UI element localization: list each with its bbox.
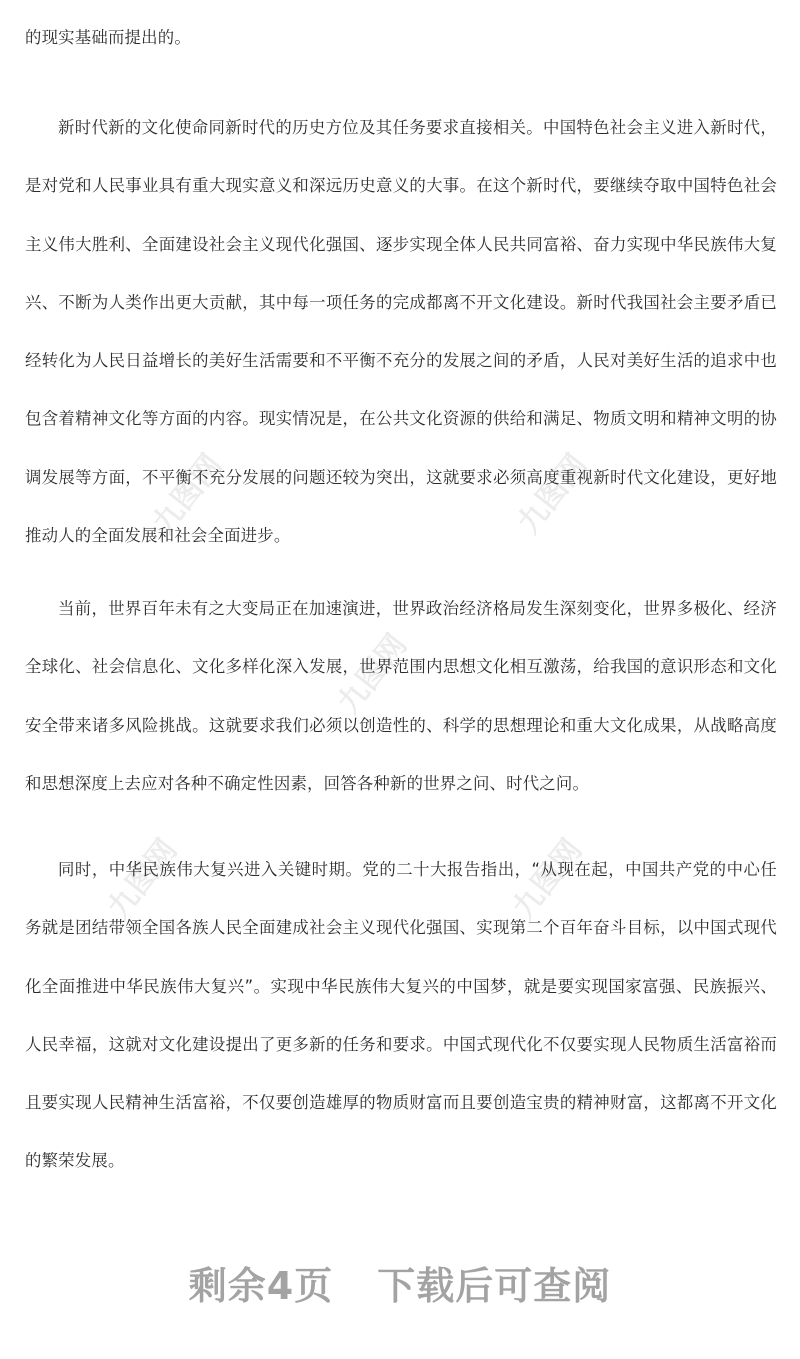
remaining-pages-banner[interactable] [0,1255,800,1310]
watermark: 九图网 [146,447,230,541]
remaining-pages-label: 剩余4页 [188,1264,334,1308]
watermark: 九图网 [511,447,595,541]
download-hint-label: 下载后可查阅 [377,1264,612,1308]
paragraph-continuation: 的现实基础而提出的。 [25,28,191,47]
watermark: 九图网 [101,832,185,926]
watermark: 九图网 [331,627,415,721]
paragraph-new-era-mission: 新时代新的文化使命同新时代的历史方位及其任务要求直接相关。中国特色社会主义进入新时代，是对党和人民事业具有重大现实意义和深远历史意义的大事。在这个新时代，要继续夺取中国特色社会主义伟大胜利、全面建设社会主义现代化强国、逐步实现全体人民共同富裕、奋力实现中华民族伟大复兴、不断为人类作出更大贡献，其中每一项任务的完成都离不开文化建设。新时代我国社会主要矛盾已经转化为人民日益增长的美好生活需要和不平衡不充分的发展之间的矛盾，人民对美好生活的追求中也包含着精神文化等方面的内容。现实情况是，在公共文化资源的供给和满足、物质文明和精神文明的协调发展等方面，不平衡不充分发展的问题还较为突出，这就要求必须高度重视新时代文化建设，更好地推动人的全面发展和社会全面进步。 [25,118,777,546]
watermark: 九图网 [506,832,590,926]
paragraph-world-changes: 当前，世界百年未有之大变局正在加速演进，世界政治经济格局发生深刻变化，世界多极化、经济全球化、社会信息化、文化多样化深入发展，世界范围内思想文化相互激荡，给我国的意识形态和文化安全带来诸多风险挑战。这就要求我们必须以创造性的、科学的思想理论和重大文化成果，从战略高度和思想深度上去应对各种不确定性因素，回答各种新的世界之问、时代之问。 [25,599,777,793]
paragraph-national-rejuvenation: 同时，中华民族伟大复兴进入关键时期。党的二十大报告指出，“从现在起，中国共产党的中心任务就是团结带领全国各族人民全面建成社会主义现代化强国、实现第二个百年奋斗目标，以中国式现代化全面推进中华民族伟大复兴”。实现中华民族伟大复兴的中国梦，就是要实现国家富强、民族振兴、人民幸福，这就对文化建设提出了更多新的任务和要求。中国式现代化不仅要实现人民物质生活富裕而且要实现人民精神生活富裕，不仅要创造雄厚的物质财富而且要创造宝贵的精神财富，这都离不开文化的繁荣发展。 [25,860,777,1171]
